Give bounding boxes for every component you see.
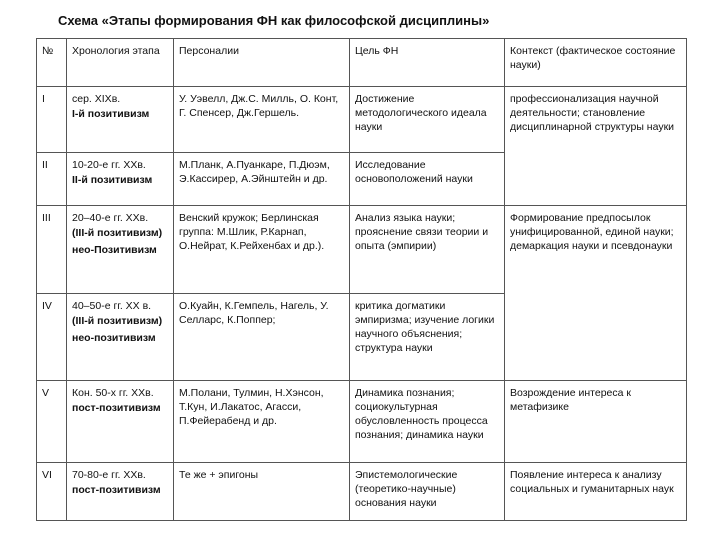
row-chronology [67,206,174,294]
row-goal: критика догматики эмпиризма; изучение логики научного объяснения; структура науки [350,294,505,381]
row-num: II [37,153,67,206]
row-persons: Венский кружок; Берлинская группа: М.Шлик, Р.Карнап, О.Нейрат, К.Рейхенбах и др.). [174,206,350,294]
row-context: Формирование предпосылок унифицированной, единой науки; демаркация науки и псевдонауки [505,206,687,381]
row-chronology [67,153,174,206]
row-chronology [67,294,174,381]
row-num: IV [37,294,67,381]
row-context: Возрождение интереса к метафизике [505,381,687,463]
row-period: сер. XIXв. [72,93,121,105]
row-stage: пост-позитивизм [72,484,161,496]
row-chronology [67,463,174,521]
stages-table [36,38,687,521]
table-header-row [37,39,687,87]
table-row [37,463,687,521]
row-persons: М.Полани, Тулмин, Н.Хэнсон, Т.Кун, И.Лакатос, Агасси, П.Фейерабенд и др. [174,381,350,463]
row-persons: М.Планк, А.Пуанкаре, П.Дюэм, Э.Кассирер, А.Эйнштейн и др. [174,153,350,206]
row-num: VI [37,463,67,521]
header-goal: Цель ФН [350,39,505,87]
row-chronology [67,381,174,463]
row-num: V [37,381,67,463]
row-persons: О.Куайн, К.Гемпель, Нагель, У. Селларс, К.Поппер; [174,294,350,381]
row-goal: Эпистемологические (теоретико-научные) основания науки [350,463,505,521]
row-persons: У. Уэвелл, Дж.С. Милль, О. Конт, Г. Спенсер, Дж.Гершель. [174,87,350,153]
row-chronology [67,87,174,153]
row-goal: Исследование основоположений науки [350,153,505,206]
row-num: III [37,206,67,294]
header-context: Контекст (фактическое состояние науки) [505,39,687,87]
header-chronology: Хронология этапа [67,39,174,87]
row-num: I [37,87,67,153]
row-context: Появление интереса к анализу социальных и гуманитарных наук [505,463,687,521]
row-period: 40–50-е гг. ХХ в. [72,300,152,312]
row-stage: I-й позитивизм [72,108,150,120]
header-num: № [37,39,67,87]
row-goal: Достижение методологического идеала науки [350,87,505,153]
row-goal: Динамика познания; социокультурная обусловленность процесса познания; динамика науки [350,381,505,463]
header-persons: Персоналии [174,39,350,87]
row-period: 20–40-е гг. ХХв. [72,212,149,224]
row-stage: (III-й позитивизм) нео-Позитивизм [72,227,163,256]
page-title: Схема «Этапы формирования ФН как философской дисциплины» [58,13,490,28]
row-stage: пост-позитивизм [72,402,161,414]
row-stage: (III-й позитивизм) нео-позитивизм [72,315,163,344]
table-row [37,206,687,294]
row-persons: Те же + эпигоны [174,463,350,521]
row-context: профессионализация научной деятельности; становление дисциплинарной структуры науки [505,87,687,206]
row-period: 10-20-е гг. ХХв. [72,159,146,171]
table-row [37,381,687,463]
row-goal: Анализ языка науки; прояснение связи теории и опыта (эмпирии) [350,206,505,294]
row-period: Кон. 50-х гг. ХХв. [72,387,154,399]
row-period: 70-80-е гг. ХХв. [72,469,146,481]
row-stage: II-й позитивизм [72,174,153,186]
table-row [37,87,687,153]
